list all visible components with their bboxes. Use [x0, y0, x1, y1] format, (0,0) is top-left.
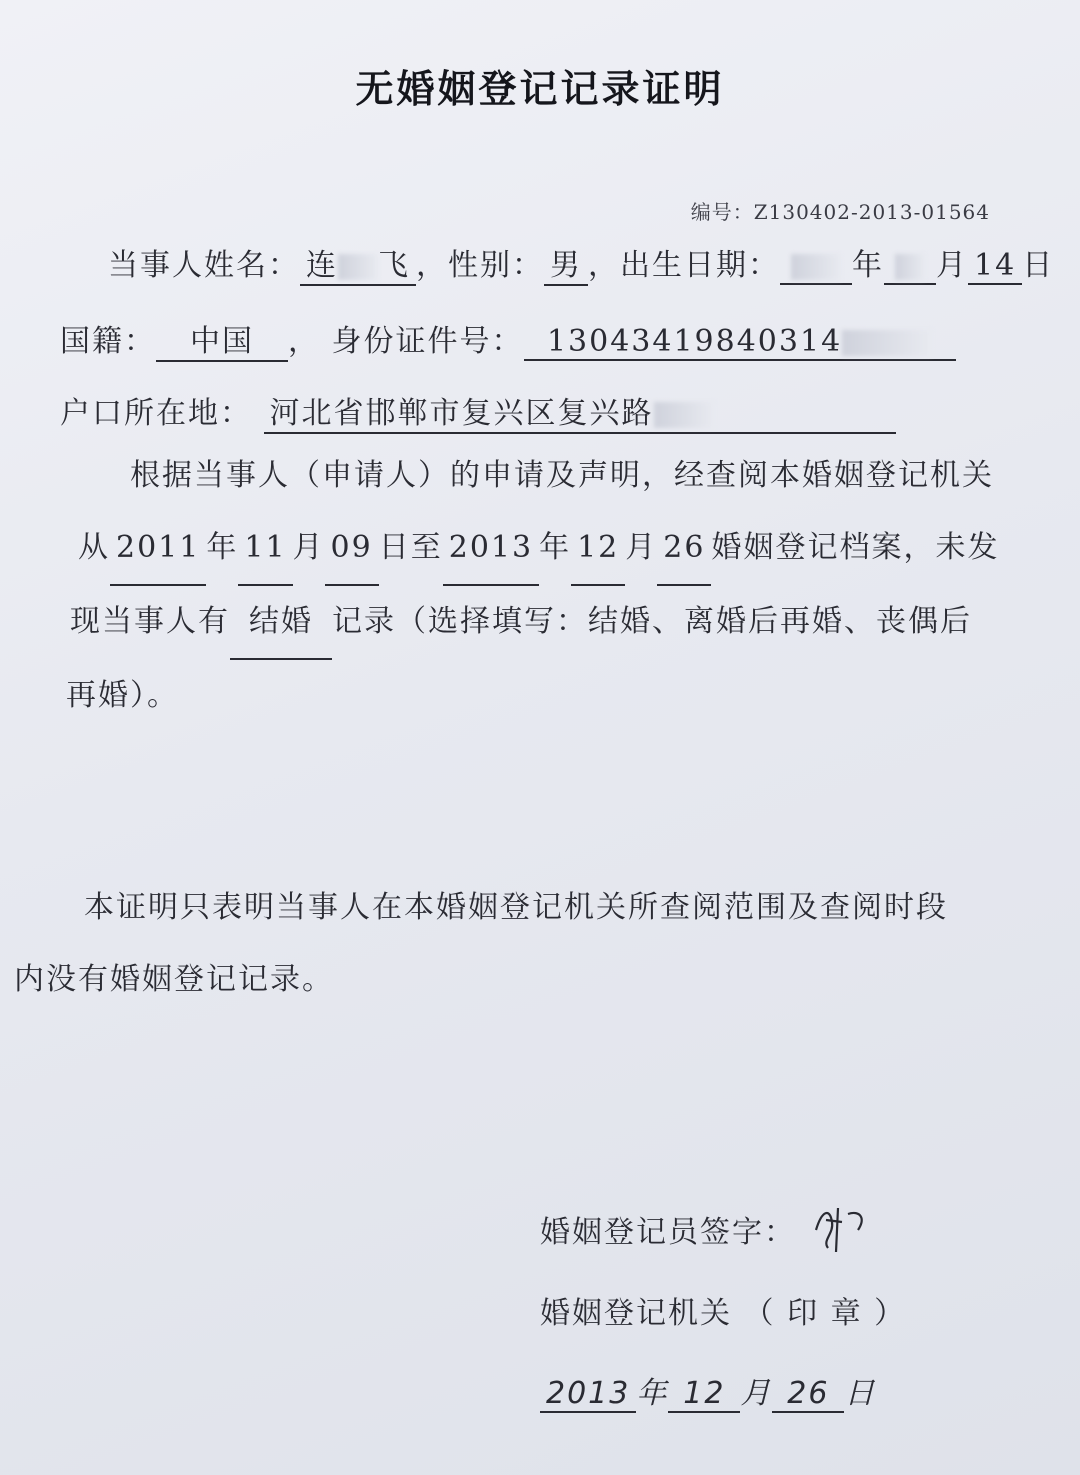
month-char: 月	[292, 530, 325, 565]
redacted-mark	[895, 254, 925, 280]
nationality-label: 国籍：	[60, 324, 156, 359]
document-title: 无婚姻登记记录证明	[355, 66, 725, 111]
birth-year-suffix: 年	[852, 248, 884, 283]
name-field	[300, 240, 416, 286]
birth-day-value: 14	[968, 248, 1022, 285]
issue-year-char: 年	[636, 1376, 669, 1411]
redacted-mark	[791, 254, 841, 280]
redacted-mark	[842, 330, 932, 356]
statement-line-2-tail: 婚姻登记档案，未发	[711, 530, 1000, 565]
address-line	[60, 388, 896, 434]
name-label: 当事人姓名：	[108, 248, 300, 283]
record-type: 结婚	[230, 586, 332, 660]
birth-label: ，出生日期：	[588, 248, 780, 283]
id-label: ， 身份证件号：	[288, 324, 524, 359]
name-value: 连	[306, 248, 338, 283]
disclaimer-line-1: 本证明只表明当事人在本婚姻登记机关所查阅范围及查阅时段	[84, 890, 948, 925]
address-field	[264, 388, 896, 434]
serial-number	[691, 196, 990, 225]
birth-month-field	[884, 248, 936, 285]
address-value: 河北省邯郸市复兴区复兴路	[269, 396, 654, 431]
to-label: 日至	[378, 530, 443, 565]
from-day: 09	[325, 512, 379, 586]
serial-value: Z130402-2013-01564	[753, 200, 990, 224]
name-value-tail: 飞	[378, 248, 410, 283]
registrar-signature-line	[540, 1200, 878, 1268]
redacted-mark	[338, 254, 378, 280]
office-seal-line: 婚姻登记机关 （ 印 章 ）	[540, 1296, 907, 1331]
birth-month-suffix: 月	[936, 248, 968, 283]
year-char: 年	[206, 530, 239, 565]
registrar-label: 婚姻登记员签字：	[540, 1215, 796, 1250]
statement-line-1: 根据当事人（申请人）的申请及声明，经查阅本婚姻登记机关	[130, 458, 994, 493]
from-label: 从	[78, 530, 110, 565]
statement-line-3-tail: 记录（选择填写：结婚、离婚后再婚、丧偶后	[332, 604, 972, 639]
issue-month-char: 月	[740, 1376, 773, 1411]
party-info-line	[108, 240, 1054, 286]
issue-date-line	[540, 1368, 876, 1413]
statement-line-4: 再婚）。	[66, 678, 179, 713]
address-label: 户口所在地：	[60, 396, 252, 431]
id-value: 13043419840314	[546, 324, 843, 359]
month-char: 月	[625, 530, 658, 565]
to-day: 26	[657, 512, 711, 586]
gender-label: ，性别：	[416, 248, 544, 283]
statement-line-3	[60, 586, 1020, 660]
serial-label: 编号：	[690, 200, 754, 224]
disclaimer-line-2: 内没有婚姻登记记录。	[14, 962, 334, 997]
nationality-id-line	[60, 316, 956, 362]
issue-day: 26	[772, 1376, 844, 1413]
to-year: 2013	[443, 512, 539, 586]
redacted-mark	[654, 402, 714, 428]
to-month: 12	[571, 512, 625, 586]
from-month: 11	[238, 512, 292, 586]
issue-day-char: 日	[844, 1376, 877, 1411]
statement-paragraph	[60, 440, 1020, 732]
issue-month: 12	[668, 1376, 740, 1413]
year-char: 年	[539, 530, 572, 565]
from-year: 2011	[110, 512, 206, 586]
gender-value: 男	[544, 240, 588, 286]
birth-year-field	[780, 248, 852, 285]
birth-day-suffix: 日	[1022, 248, 1055, 283]
statement-line-2	[60, 512, 1020, 586]
id-field	[524, 324, 956, 361]
issue-year: 2013	[540, 1376, 636, 1413]
disclaimer-paragraph	[14, 872, 1014, 1016]
statement-line-3-head: 现当事人有	[70, 604, 230, 639]
signature-scribble	[808, 1200, 878, 1268]
nationality-value: 中国	[156, 316, 288, 362]
